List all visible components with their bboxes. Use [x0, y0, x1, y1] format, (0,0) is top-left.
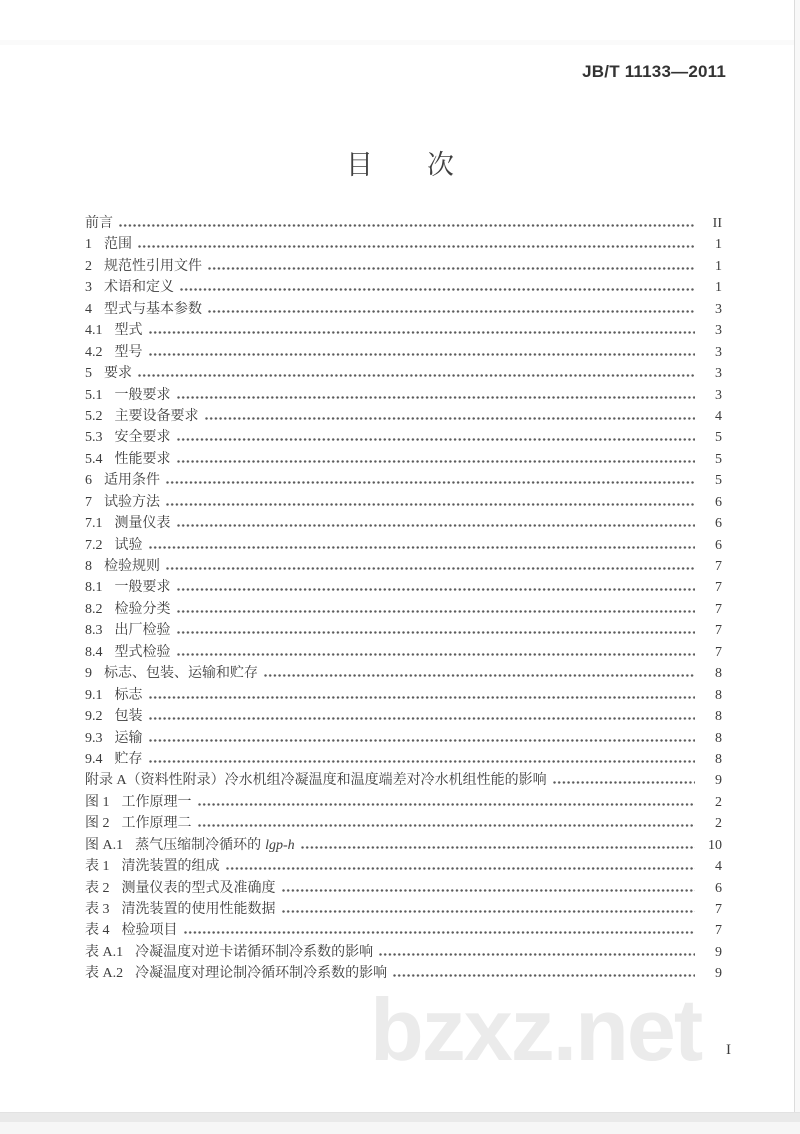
dot-leader [177, 524, 696, 527]
toc-entry-page: 6 [715, 494, 722, 510]
toc-entry-page: 2 [715, 794, 722, 810]
toc-entry [85, 299, 722, 320]
toc-entry-page: 8 [715, 709, 722, 725]
toc-entry [85, 706, 722, 727]
toc-entry-page: 4 [715, 859, 722, 875]
toc-entry-title: 规范性引用文件 [104, 258, 202, 274]
toc-entry-page: 7 [715, 623, 722, 639]
toc-entry-number: 4.2 [85, 344, 103, 360]
scan-edge-right-band [795, 0, 800, 1134]
dot-leader [166, 503, 695, 506]
toc-entry [85, 685, 722, 706]
toc-entry-title: 要求 [104, 366, 132, 382]
dot-leader [138, 245, 695, 248]
dot-leader [177, 396, 696, 399]
toc-entry-number: 5.1 [85, 387, 103, 403]
toc-entry [85, 856, 722, 877]
toc-entry-number: 表 4 [85, 923, 110, 939]
toc-entry-number: 5.3 [85, 430, 103, 446]
toc-entry [85, 513, 722, 534]
toc-entry [85, 449, 722, 470]
toc-entry-title: 前言 [85, 216, 113, 231]
toc-entry [85, 492, 722, 513]
toc-entry-number: 表 1 [85, 859, 110, 875]
toc-entry [85, 385, 722, 406]
toc-entry-page: 5 [715, 430, 722, 446]
toc-entry-number: 表 A.1 [85, 944, 124, 960]
toc-entry-title: 检验项目 [121, 923, 178, 939]
toc-entry-number: 8.3 [85, 623, 103, 639]
toc-entry-number: 4.1 [85, 323, 103, 339]
toc-entry-number: 5.4 [85, 451, 103, 467]
toc-entry-title: 型号 [114, 344, 143, 360]
toc-entry-title: 清洗装置的组成 [121, 859, 220, 875]
dot-leader [282, 889, 696, 892]
toc-entry-page: 6 [715, 516, 722, 532]
toc-entry-title: 一般要求 [114, 387, 171, 403]
page-title: 目 次 [346, 150, 454, 180]
dot-leader [379, 953, 695, 956]
toc-entry [85, 899, 722, 920]
toc-entry [85, 277, 722, 298]
toc-entry-title: 贮存 [114, 751, 143, 767]
toc-entry-title: 工作原理二 [121, 816, 192, 832]
toc-entry-formula: lgp-h [265, 837, 295, 853]
toc-entry-title: 型式检验 [114, 644, 171, 660]
dot-leader [177, 460, 696, 463]
toc-entry-title: 包装 [114, 709, 143, 725]
toc-entry-page: 8 [715, 751, 722, 767]
toc-entry-number: 9.3 [85, 730, 103, 746]
toc-entry [85, 642, 722, 663]
toc-entry-page: 8 [715, 730, 722, 746]
toc-entry-number: 8.1 [85, 580, 103, 596]
toc-entry [85, 406, 722, 427]
toc-entry [85, 942, 722, 963]
dot-leader [553, 781, 695, 784]
toc-entry [85, 963, 722, 984]
toc-entry-page: II [712, 216, 722, 231]
toc-entry-title: 试验 [114, 537, 143, 553]
toc-entry-title: 标志 [114, 687, 143, 703]
toc-entry-page: 7 [715, 644, 722, 660]
toc-entry-title: 范围 [104, 237, 132, 253]
toc-entry [85, 363, 722, 384]
toc-entry-number: 8 [85, 559, 92, 574]
toc-entry [85, 599, 722, 620]
toc-entry [85, 878, 722, 899]
toc-entry-number: 5 [85, 366, 92, 382]
toc-entry-page: 8 [715, 687, 722, 703]
dot-leader [138, 374, 695, 377]
toc-entry-page: 2 [715, 816, 722, 832]
toc-entry-page: 7 [715, 580, 722, 596]
toc-entry-title: 适用条件 [104, 473, 160, 489]
toc-entry-number: 9.1 [85, 687, 103, 703]
toc-entry-page: 7 [715, 559, 722, 574]
toc-entry [85, 342, 722, 363]
toc-entry-number: 8.4 [85, 644, 103, 660]
dot-leader [264, 674, 695, 677]
dot-leader [149, 717, 696, 720]
toc-entry-page: 7 [715, 601, 722, 617]
dot-leader [149, 696, 696, 699]
toc-entry-page: 7 [715, 923, 722, 939]
dot-leader [208, 310, 695, 313]
toc-entry-number: 9 [85, 666, 92, 682]
dot-leader [226, 867, 696, 870]
toc-entry-page: 1 [715, 258, 722, 274]
dot-leader [149, 760, 696, 763]
toc-list [85, 213, 722, 985]
toc-entry-title: 测量仪表 [114, 516, 171, 532]
toc-entry-number: 表 3 [85, 902, 110, 917]
toc-entry-title: 标志、包装、运输和贮存 [104, 666, 258, 682]
toc-entry-title: 出厂检验 [114, 623, 171, 639]
dot-leader [198, 824, 696, 827]
toc-entry-page: 1 [715, 280, 722, 296]
toc-entry-title: 型式与基本参数 [104, 301, 202, 317]
dot-leader [198, 803, 696, 806]
scan-edge-bottom-lower [0, 1122, 800, 1134]
toc-entry-number: 4 [85, 301, 92, 317]
toc-entry [85, 320, 722, 341]
scan-artifact-top [0, 40, 800, 45]
dot-leader [177, 653, 696, 656]
toc-entry [85, 813, 722, 834]
dot-leader [282, 910, 696, 913]
toc-entry-page: 6 [715, 880, 722, 896]
toc-entry-title: 测量仪表的型式及准确度 [121, 880, 276, 896]
toc-entry-page: 8 [715, 666, 722, 682]
dot-leader [177, 438, 696, 441]
dot-leader [208, 267, 695, 270]
dot-leader [149, 331, 696, 334]
toc-entry-title: 附录 A（资料性附录）冷水机组冷凝温度和温度端差对冷水机组性能的影响 [85, 773, 547, 789]
toc-entry [85, 535, 722, 556]
toc-entry [85, 663, 722, 684]
dot-leader [149, 353, 696, 356]
toc-entry-number: 6 [85, 473, 92, 489]
toc-entry [85, 835, 722, 856]
toc-entry-page: 9 [715, 944, 722, 960]
scan-edge-right-line [794, 0, 795, 1134]
toc-entry [85, 792, 722, 813]
dot-leader [177, 610, 696, 613]
standard-number: JB/T 11133—2011 [582, 62, 726, 81]
toc-entry [85, 234, 722, 255]
dot-leader [177, 588, 696, 591]
toc-entry-title: 主要设备要求 [114, 408, 199, 424]
toc-entry [85, 749, 722, 770]
toc-entry-title: 冷凝温度对逆卡诺循环制冷系数的影响 [135, 944, 374, 960]
toc-entry-title: 清洗装置的使用性能数据 [121, 902, 276, 917]
toc-entry-page: 10 [708, 837, 722, 853]
toc-entry-page: 7 [715, 902, 722, 917]
toc-entry-title: 检验规则 [104, 559, 160, 574]
toc-entry-page: 3 [715, 366, 722, 382]
toc-entry-title: 工作原理一 [121, 794, 192, 810]
toc-entry-number: 7.2 [85, 537, 103, 553]
dot-leader [149, 739, 696, 742]
toc-entry-page: 3 [715, 387, 722, 403]
toc-entry-title: 术语和定义 [104, 280, 174, 296]
dot-leader [149, 546, 696, 549]
toc-entry-number: 图 2 [85, 816, 110, 832]
toc-entry-title: 安全要求 [114, 430, 171, 446]
toc-entry-page: 3 [715, 301, 722, 317]
dot-leader [205, 417, 696, 420]
toc-entry-number: 9.4 [85, 751, 103, 767]
dot-leader [184, 931, 696, 934]
dot-leader [180, 288, 695, 291]
toc-entry-number: 7 [85, 494, 92, 510]
toc-entry [85, 620, 722, 641]
dot-leader [393, 974, 695, 977]
toc-entry-page: 9 [715, 773, 722, 789]
toc-entry-number: 9.2 [85, 709, 103, 725]
toc-entry [85, 577, 722, 598]
toc-entry [85, 213, 722, 234]
dot-leader [301, 846, 695, 849]
toc-entry [85, 470, 722, 491]
toc-entry-page: 3 [715, 323, 722, 339]
dot-leader [166, 567, 695, 570]
toc-entry-page: 6 [715, 537, 722, 553]
toc-entry [85, 728, 722, 749]
toc-entry-number: 图 1 [85, 794, 110, 810]
toc-entry-title: 冷凝温度对理论制冷循环制冷系数的影响 [135, 966, 388, 982]
toc-entry [85, 427, 722, 448]
toc-entry-title: 试验方法 [104, 494, 160, 510]
toc-entry-page: 5 [715, 473, 722, 489]
toc-entry-page: 5 [715, 451, 722, 467]
page-number: I [726, 1042, 731, 1058]
toc-entry-title: 一般要求 [114, 580, 171, 596]
toc-entry [85, 770, 722, 791]
toc-entry-number: 7.1 [85, 516, 103, 532]
toc-entry [85, 920, 722, 941]
toc-entry-number: 表 A.2 [85, 966, 124, 982]
toc-entry-page: 9 [715, 966, 722, 982]
toc-entry-page: 1 [715, 237, 722, 253]
toc-entry-page: 4 [715, 408, 722, 424]
toc-entry-number: 5.2 [85, 408, 103, 424]
toc-entry-title: 运输 [114, 730, 143, 746]
watermark: bzxz.net [370, 980, 702, 1079]
toc-entry-number: 8.2 [85, 601, 103, 617]
toc-entry-title: 型式 [114, 323, 143, 339]
toc-entry-number: 2 [85, 258, 92, 274]
dot-leader [177, 631, 696, 634]
toc-entry [85, 256, 722, 277]
toc-entry-number: 1 [85, 237, 92, 253]
toc-entry-number: 表 2 [85, 880, 110, 896]
dot-leader [166, 481, 695, 484]
toc-entry-number: 图 A.1 [85, 837, 124, 853]
toc-entry-title: 性能要求 [114, 451, 171, 467]
toc-entry-title: 蒸气压缩制冷循环的 [135, 837, 262, 853]
toc-entry-number: 3 [85, 280, 92, 296]
toc-entry-title: 检验分类 [114, 601, 171, 617]
dot-leader [119, 224, 695, 227]
toc-entry [85, 556, 722, 577]
toc-entry-page: 3 [715, 344, 722, 360]
